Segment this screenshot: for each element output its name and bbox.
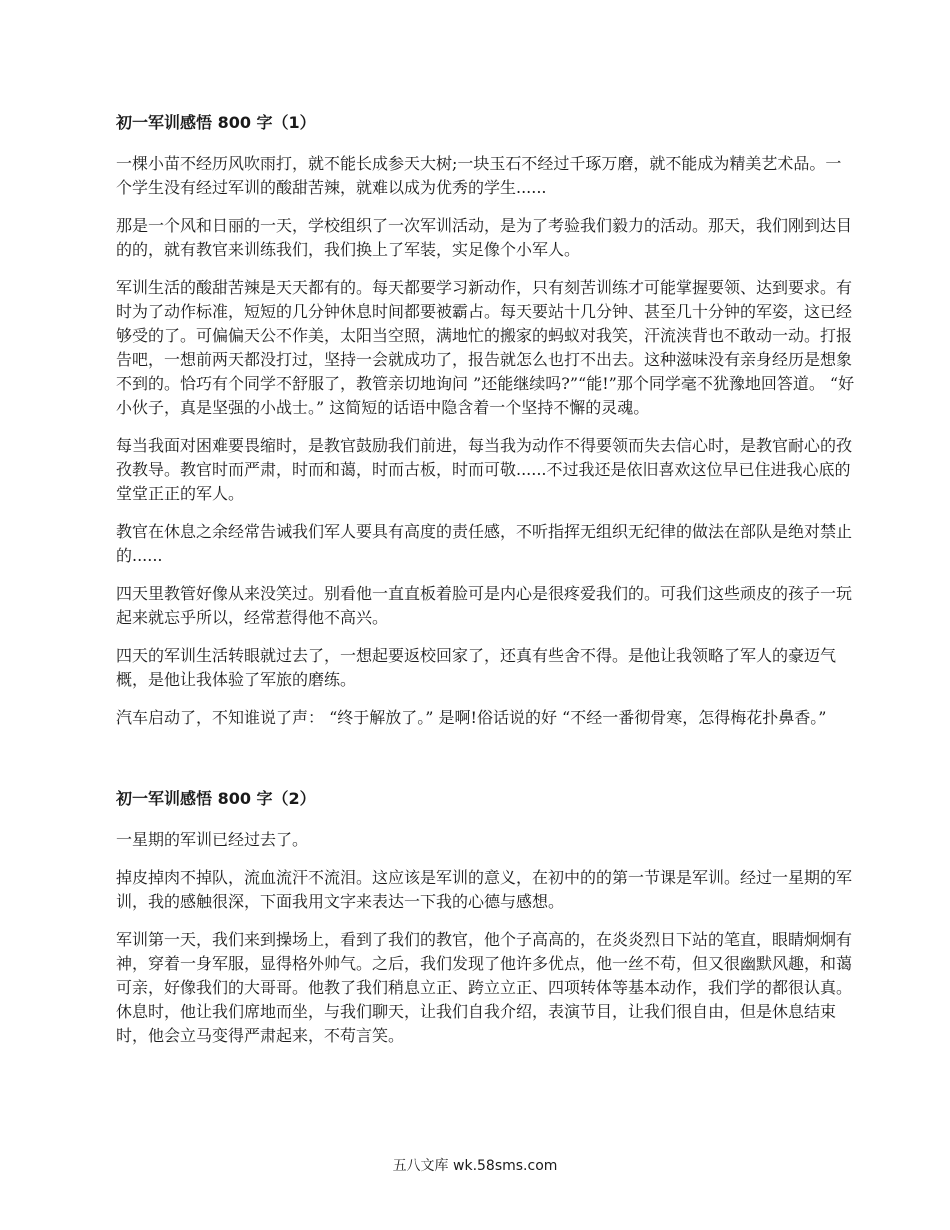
section-title: 初一军训感悟 800 字（1） (116, 113, 316, 132)
paragraph: 汽车启动了，不知谁说了声： “终于解放了。” 是啊!俗话说的好 “不经一番彻骨寒，怎得梅花扑鼻香。” (116, 708, 827, 727)
paragraph: 一星期的军训已经过去了。 (116, 830, 309, 849)
paragraph: 军训生活的酸甜苦辣是天天都有的。每天都要学习新动作，只有刻苦训练才可能掌握要领、达到要求。有时为了动作标准，短短的几分钟休息时间都要被霸占。每天要站十几分钟、甚至几十分钟的军姿，这已经够受的了。可偏偏天公不作美，太阳当空照，满地忙的搬家的蚂蚁对我笑，汗流浃背也不敢动一动。打报告吧，一想前两天都没打过，坚持一会就成功了，报告就怎么也打不出去。这种滋味没有亲身经历是想象不到的。恰巧有个同学不舒服了，教管亲切地询问 ”还能继续吗?”“能!”那个同学毫不犹豫地回答道。 “好小伙子，真是坚强的小战士。” 这简短的话语中隐含着一个坚持不懈的灵魂。 (116, 278, 855, 417)
essay-section-1 (116, 110, 856, 730)
essay-section-2 (116, 786, 856, 1048)
footer-watermark: 五八文库 wk.58sms.com (392, 1158, 558, 1174)
paragraph: 那是一个风和日丽的一天，学校组织了一次军训活动，是为了考验我们毅力的活动。那天，我们刚到达目的的，就有教官来训练我们，我们换上了军装，实足像个小军人。 (116, 216, 853, 259)
section-title: 初一军训感悟 800 字（2） (116, 789, 316, 808)
paragraph: 教官在休息之余经常告诫我们军人要具有高度的责任感，不听指挥无组织无纪律的做法在部队是绝对禁止的...... (116, 522, 853, 565)
paragraph: 一棵小苗不经历风吹雨打，就不能长成参天大树;一块玉石不经过千琢万磨，就不能成为精美艺术品。一个学生没有经过军训的酸甜苦辣，就难以成为优秀的学生...... (116, 154, 842, 197)
document-body (116, 110, 856, 1062)
paragraph: 每当我面对困难要畏缩时，是教官鼓励我们前进，每当我为动作不得要领而失去信心时，是教官耐心的孜孜教导。教官时而严肃，时而和蔼，时而古板，时而可敬......不过我还是依旧喜欢这位早已住进我心底的堂堂正正的军人。 (116, 436, 853, 503)
paragraph: 四天里教管好像从来没笑过。别看他一直直板着脸可是内心是很疼爱我们的。可我们这些顽皮的孩子一玩起来就忘乎所以，经常惹得他不高兴。 (116, 584, 853, 627)
paragraph: 军训第一天，我们来到操场上，看到了我们的教官，他个子高高的，在炎炎烈日下站的笔直，眼睛炯炯有神，穿着一身军服，显得格外帅气。之后，我们发现了他许多优点，他一丝不苟，但又很幽默风趣，和蔼可亲，好像我们的大哥哥。他教了我们稍息立正、跨立立正、四项转体等基本动作，我们学的都很认真。休息时，他让我们席地而坐，与我们聊天，让我们自我介绍，表演节目，让我们很自由，但是休息结束时，他会立马变得严肃起来，不苟言笑。 (116, 930, 853, 1045)
paragraph: 掉皮掉肉不掉队，流血流汗不流泪。这应该是军训的意义，在初中的的第一节课是军训。经过一星期的军训，我的感触很深，下面我用文字来表达一下我的心德与感想。 (116, 868, 853, 911)
paragraph: 四天的军训生活转眼就过去了，一想起要返校回家了，还真有些舍不得。是他让我领略了军人的豪迈气概，是他让我体验了军旅的磨练。 (116, 646, 837, 689)
